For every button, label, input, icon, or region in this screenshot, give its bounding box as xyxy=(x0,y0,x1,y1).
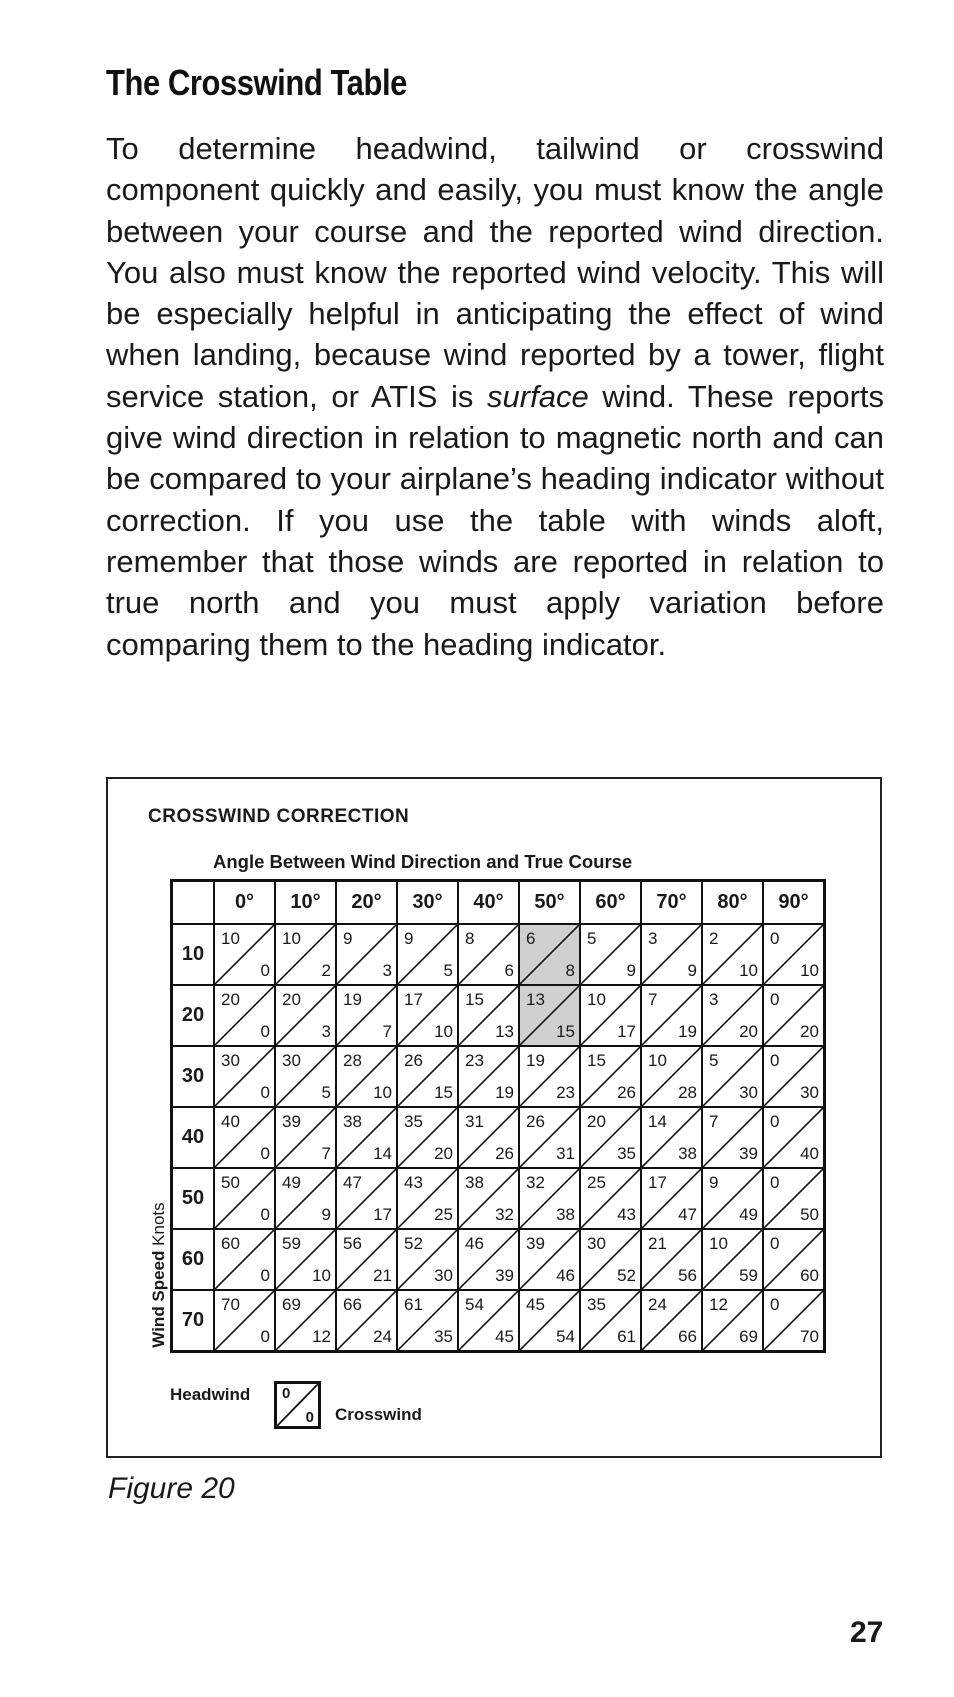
table-cell xyxy=(214,985,275,1046)
headwind-value: 7 xyxy=(648,990,658,1009)
table-cell xyxy=(580,985,641,1046)
headwind-value: 38 xyxy=(465,1173,484,1192)
table-cell xyxy=(275,1046,336,1107)
table-cell xyxy=(763,1290,825,1352)
table-cell xyxy=(580,1229,641,1290)
headwind-value: 23 xyxy=(465,1051,484,1070)
headwind-value: 3 xyxy=(648,929,658,948)
crosswind-value: 30 xyxy=(434,1266,453,1285)
crosswind-value: 14 xyxy=(373,1144,392,1163)
table-cell xyxy=(458,1107,519,1168)
headwind-value: 0 xyxy=(770,990,780,1009)
headwind-value: 3 xyxy=(709,990,719,1009)
key-crosswind-label: Crosswind xyxy=(335,1405,422,1424)
headwind-value: 46 xyxy=(465,1234,484,1253)
headwind-value: 24 xyxy=(648,1295,667,1314)
headwind-value: 49 xyxy=(282,1173,301,1192)
headwind-value: 26 xyxy=(404,1051,423,1070)
wind-speed-header: 20 xyxy=(172,985,215,1046)
headwind-value: 61 xyxy=(404,1295,423,1314)
crosswind-value: 70 xyxy=(800,1327,819,1346)
angle-header: 70° xyxy=(641,881,702,925)
crosswind-value: 7 xyxy=(321,1144,331,1163)
body-paragraph xyxy=(106,128,884,665)
table-cell xyxy=(397,1229,458,1290)
crosswind-value: 0 xyxy=(260,1205,270,1224)
headwind-value: 10 xyxy=(648,1051,667,1070)
headwind-value: 0 xyxy=(770,1173,780,1192)
table-header-row xyxy=(172,881,825,925)
table-row xyxy=(172,924,825,985)
table-row xyxy=(172,1168,825,1229)
headwind-value: 39 xyxy=(282,1112,301,1131)
headwind-value: 9 xyxy=(404,929,414,948)
crosswind-value: 28 xyxy=(678,1083,697,1102)
headwind-value: 6 xyxy=(526,929,536,948)
headwind-value: 7 xyxy=(709,1112,719,1131)
table-cell xyxy=(641,1168,702,1229)
table-cell xyxy=(763,924,825,985)
headwind-value: 13 xyxy=(526,990,545,1009)
column-axis-label: Angle Between Wind Direction and True Course xyxy=(213,851,633,872)
angle-header: 40° xyxy=(458,881,519,925)
headwind-value: 26 xyxy=(526,1112,545,1131)
headwind-value: 19 xyxy=(343,990,362,1009)
row-axis-label-plain: Knots xyxy=(149,1202,168,1246)
wind-speed-header: 60 xyxy=(172,1229,215,1290)
crosswind-value: 26 xyxy=(495,1144,514,1163)
crosswind-value: 24 xyxy=(373,1327,392,1346)
table-cell xyxy=(397,985,458,1046)
crosswind-value: 8 xyxy=(565,961,575,980)
crosswind-value: 50 xyxy=(800,1205,819,1224)
table-cell xyxy=(214,1107,275,1168)
crosswind-value: 10 xyxy=(373,1083,392,1102)
crosswind-value: 61 xyxy=(617,1327,636,1346)
crosswind-value: 9 xyxy=(687,961,697,980)
crosswind-value: 21 xyxy=(373,1266,392,1285)
key-headwind-value: 0 xyxy=(282,1385,291,1402)
crosswind-value: 5 xyxy=(443,961,453,980)
table-cell xyxy=(702,1107,763,1168)
headwind-value: 38 xyxy=(343,1112,362,1131)
crosswind-value: 30 xyxy=(800,1083,819,1102)
table-corner-cell xyxy=(172,881,215,925)
crosswind-value: 54 xyxy=(556,1327,575,1346)
crosswind-value: 35 xyxy=(617,1144,636,1163)
table-cell xyxy=(214,924,275,985)
table-cell xyxy=(336,1290,397,1352)
crosswind-value: 45 xyxy=(495,1327,514,1346)
crosswind-value: 17 xyxy=(373,1205,392,1224)
angle-header: 60° xyxy=(580,881,641,925)
crosswind-value: 0 xyxy=(260,1083,270,1102)
table-cell xyxy=(458,1290,519,1352)
table-cell xyxy=(519,1107,580,1168)
table-row xyxy=(172,985,825,1046)
headwind-value: 20 xyxy=(221,990,240,1009)
table-cell xyxy=(641,985,702,1046)
headwind-value: 20 xyxy=(587,1112,606,1131)
angle-header: 50° xyxy=(519,881,580,925)
key-crosswind-value: 0 xyxy=(305,1409,314,1426)
crosswind-value: 20 xyxy=(739,1022,758,1041)
page-number: 27 xyxy=(850,1616,884,1649)
crosswind-value: 31 xyxy=(556,1144,575,1163)
table-cell xyxy=(519,985,580,1046)
row-axis-label-bold: Wind Speed xyxy=(149,1250,168,1348)
headwind-value: 17 xyxy=(404,990,423,1009)
angle-header: 10° xyxy=(275,881,336,925)
crosswind-figure xyxy=(106,777,882,1458)
headwind-value: 70 xyxy=(221,1295,240,1314)
table-cell xyxy=(214,1046,275,1107)
headwind-value: 35 xyxy=(404,1112,423,1131)
angle-header: 30° xyxy=(397,881,458,925)
paragraph-emphasis: surface xyxy=(487,378,589,414)
table-cell xyxy=(580,1290,641,1352)
headwind-value: 17 xyxy=(648,1173,667,1192)
headwind-value: 9 xyxy=(343,929,353,948)
crosswind-value: 0 xyxy=(260,961,270,980)
crosswind-value: 0 xyxy=(260,1327,270,1346)
table-body xyxy=(172,924,825,1352)
table-cell xyxy=(397,1046,458,1107)
crosswind-value: 9 xyxy=(321,1205,331,1224)
table-cell xyxy=(458,924,519,985)
table-row xyxy=(172,1107,825,1168)
headwind-value: 0 xyxy=(770,1051,780,1070)
headwind-value: 0 xyxy=(770,1234,780,1253)
table-cell xyxy=(702,924,763,985)
crosswind-value: 43 xyxy=(617,1205,636,1224)
crosswind-value: 40 xyxy=(800,1144,819,1163)
table-cell xyxy=(336,1046,397,1107)
angle-header: 90° xyxy=(763,881,825,925)
crosswind-value: 25 xyxy=(434,1205,453,1224)
crosswind-value: 0 xyxy=(260,1144,270,1163)
table-cell xyxy=(397,1168,458,1229)
crosswind-value: 23 xyxy=(556,1083,575,1102)
figure-caption: Figure 20 xyxy=(108,1472,235,1505)
headwind-value: 59 xyxy=(282,1234,301,1253)
table-row xyxy=(172,1290,825,1352)
crosswind-value: 26 xyxy=(617,1083,636,1102)
headwind-value: 10 xyxy=(221,929,240,948)
table-cell xyxy=(763,1046,825,1107)
figure-title: CROSSWIND CORRECTION xyxy=(148,806,410,827)
table-cell xyxy=(519,1168,580,1229)
table-cell xyxy=(763,1229,825,1290)
table-cell xyxy=(580,924,641,985)
table-cell xyxy=(336,1107,397,1168)
table-cell xyxy=(702,1046,763,1107)
crosswind-value: 19 xyxy=(495,1083,514,1102)
crosswind-value: 52 xyxy=(617,1266,636,1285)
legend-key-box xyxy=(274,1381,321,1429)
crosswind-value: 39 xyxy=(495,1266,514,1285)
table-cell xyxy=(580,1046,641,1107)
table-cell xyxy=(702,1168,763,1229)
table-cell xyxy=(641,1229,702,1290)
headwind-value: 30 xyxy=(587,1234,606,1253)
crosswind-value: 7 xyxy=(382,1022,392,1041)
table-cell xyxy=(397,1107,458,1168)
headwind-value: 0 xyxy=(770,1112,780,1131)
crosswind-value: 0 xyxy=(260,1022,270,1041)
headwind-value: 0 xyxy=(770,929,780,948)
headwind-value: 52 xyxy=(404,1234,423,1253)
table-cell xyxy=(214,1168,275,1229)
crosswind-value: 38 xyxy=(678,1144,697,1163)
angle-header: 80° xyxy=(702,881,763,925)
headwind-value: 43 xyxy=(404,1173,423,1192)
crosswind-value: 12 xyxy=(312,1327,331,1346)
crosswind-value: 5 xyxy=(321,1083,331,1102)
table-cell xyxy=(763,985,825,1046)
table-cell xyxy=(275,1290,336,1352)
headwind-value: 8 xyxy=(465,929,475,948)
key-headwind-label: Headwind xyxy=(170,1385,251,1404)
table-cell xyxy=(336,985,397,1046)
headwind-value: 50 xyxy=(221,1173,240,1192)
wind-speed-header: 40 xyxy=(172,1107,215,1168)
crosswind-value: 3 xyxy=(321,1022,331,1041)
crosswind-value: 6 xyxy=(504,961,514,980)
headwind-value: 12 xyxy=(709,1295,728,1314)
headwind-value: 9 xyxy=(709,1173,719,1192)
headwind-value: 28 xyxy=(343,1051,362,1070)
headwind-value: 20 xyxy=(282,990,301,1009)
headwind-value: 25 xyxy=(587,1173,606,1192)
table-row xyxy=(172,1229,825,1290)
table-cell xyxy=(519,924,580,985)
crosswind-value: 10 xyxy=(800,961,819,980)
headwind-value: 47 xyxy=(343,1173,362,1192)
headwind-value: 15 xyxy=(587,1051,606,1070)
crosswind-value: 15 xyxy=(556,1022,575,1041)
crosswind-value: 3 xyxy=(382,961,392,980)
headwind-value: 10 xyxy=(709,1234,728,1253)
table-cell xyxy=(519,1290,580,1352)
table-cell xyxy=(763,1107,825,1168)
crosswind-value: 38 xyxy=(556,1205,575,1224)
table-cell xyxy=(214,1290,275,1352)
table-cell xyxy=(336,924,397,985)
table-cell xyxy=(580,1107,641,1168)
headwind-value: 40 xyxy=(221,1112,240,1131)
crosswind-value: 47 xyxy=(678,1205,697,1224)
table-cell xyxy=(275,1229,336,1290)
crosswind-value: 9 xyxy=(626,961,636,980)
table-cell xyxy=(519,1046,580,1107)
table-cell xyxy=(458,985,519,1046)
headwind-value: 10 xyxy=(587,990,606,1009)
table-cell xyxy=(519,1229,580,1290)
wind-speed-header: 30 xyxy=(172,1046,215,1107)
headwind-value: 30 xyxy=(282,1051,301,1070)
table-cell xyxy=(702,1229,763,1290)
table-cell xyxy=(641,1046,702,1107)
headwind-value: 54 xyxy=(465,1295,484,1314)
headwind-value: 14 xyxy=(648,1112,667,1131)
wind-speed-header: 70 xyxy=(172,1290,215,1352)
crosswind-value: 13 xyxy=(495,1022,514,1041)
table-cell xyxy=(580,1168,641,1229)
crosswind-value: 69 xyxy=(739,1327,758,1346)
table-cell xyxy=(275,1168,336,1229)
crosswind-value: 10 xyxy=(312,1266,331,1285)
headwind-value: 5 xyxy=(587,929,597,948)
wind-speed-header: 10 xyxy=(172,924,215,985)
headwind-value: 15 xyxy=(465,990,484,1009)
table-cell xyxy=(641,1290,702,1352)
table-cell xyxy=(702,1290,763,1352)
table-cell xyxy=(458,1168,519,1229)
crosswind-value: 20 xyxy=(800,1022,819,1041)
crosswind-value: 59 xyxy=(739,1266,758,1285)
wind-speed-header: 50 xyxy=(172,1168,215,1229)
headwind-value: 56 xyxy=(343,1234,362,1253)
angle-header: 20° xyxy=(336,881,397,925)
table-row xyxy=(172,1046,825,1107)
crosswind-value: 56 xyxy=(678,1266,697,1285)
table-cell xyxy=(275,924,336,985)
crosswind-value: 10 xyxy=(434,1022,453,1041)
table-cell xyxy=(275,1107,336,1168)
headwind-value: 10 xyxy=(282,929,301,948)
table-cell xyxy=(641,1107,702,1168)
row-axis-label xyxy=(147,1185,171,1365)
crosswind-value: 35 xyxy=(434,1327,453,1346)
headwind-value: 0 xyxy=(770,1295,780,1314)
table-cell xyxy=(702,985,763,1046)
headwind-value: 66 xyxy=(343,1295,362,1314)
table-cell xyxy=(336,1229,397,1290)
table-cell xyxy=(641,924,702,985)
table-cell xyxy=(275,985,336,1046)
table-cell xyxy=(397,924,458,985)
table-cell xyxy=(336,1168,397,1229)
paragraph-text-start: To determine headwind, tailwind or crosswind component quickly and easily, you must know the angle between your course and the reported wind direction. You also must know the reported wind velocity. This will be especially helpful in anticipating the effect of wind when landing, because wind reported by a tower, flight service station, or ATIS is xyxy=(106,131,884,414)
crosswind-value: 32 xyxy=(495,1205,514,1224)
headwind-value: 45 xyxy=(526,1295,545,1314)
crosswind-value: 15 xyxy=(434,1083,453,1102)
crosswind-value: 66 xyxy=(678,1327,697,1346)
crosswind-value: 10 xyxy=(739,961,758,980)
crosswind-value: 46 xyxy=(556,1266,575,1285)
crosswind-value: 30 xyxy=(739,1083,758,1102)
headwind-value: 30 xyxy=(221,1051,240,1070)
crosswind-value: 19 xyxy=(678,1022,697,1041)
headwind-value: 32 xyxy=(526,1173,545,1192)
table-cell xyxy=(458,1046,519,1107)
crosswind-value: 0 xyxy=(260,1266,270,1285)
table-cell xyxy=(763,1168,825,1229)
headwind-value: 5 xyxy=(709,1051,719,1070)
headwind-value: 2 xyxy=(709,929,719,948)
table-cell xyxy=(397,1290,458,1352)
crosswind-value: 60 xyxy=(800,1266,819,1285)
headwind-value: 60 xyxy=(221,1234,240,1253)
crosswind-value: 49 xyxy=(739,1205,758,1224)
paragraph-text-end: wind. These reports give wind direction in relation to magnetic north and can be compared to your airplane’s heading indicator without correction. If you use the table with winds aloft, remember that those winds are reported in relation to true north and you must apply variation before comparing them to the heading indicator. xyxy=(106,378,884,662)
crosswind-value: 20 xyxy=(434,1144,453,1163)
section-heading: The Crosswind Table xyxy=(106,62,407,103)
table-cell xyxy=(214,1229,275,1290)
headwind-value: 21 xyxy=(648,1234,667,1253)
headwind-value: 39 xyxy=(526,1234,545,1253)
headwind-value: 35 xyxy=(587,1295,606,1314)
crosswind-value: 39 xyxy=(739,1144,758,1163)
crosswind-value: 17 xyxy=(617,1022,636,1041)
headwind-value: 19 xyxy=(526,1051,545,1070)
angle-header: 0° xyxy=(214,881,275,925)
headwind-value: 31 xyxy=(465,1112,484,1131)
crosswind-value: 2 xyxy=(321,961,331,980)
crosswind-table xyxy=(170,879,826,1353)
headwind-value: 69 xyxy=(282,1295,301,1314)
table-cell xyxy=(458,1229,519,1290)
